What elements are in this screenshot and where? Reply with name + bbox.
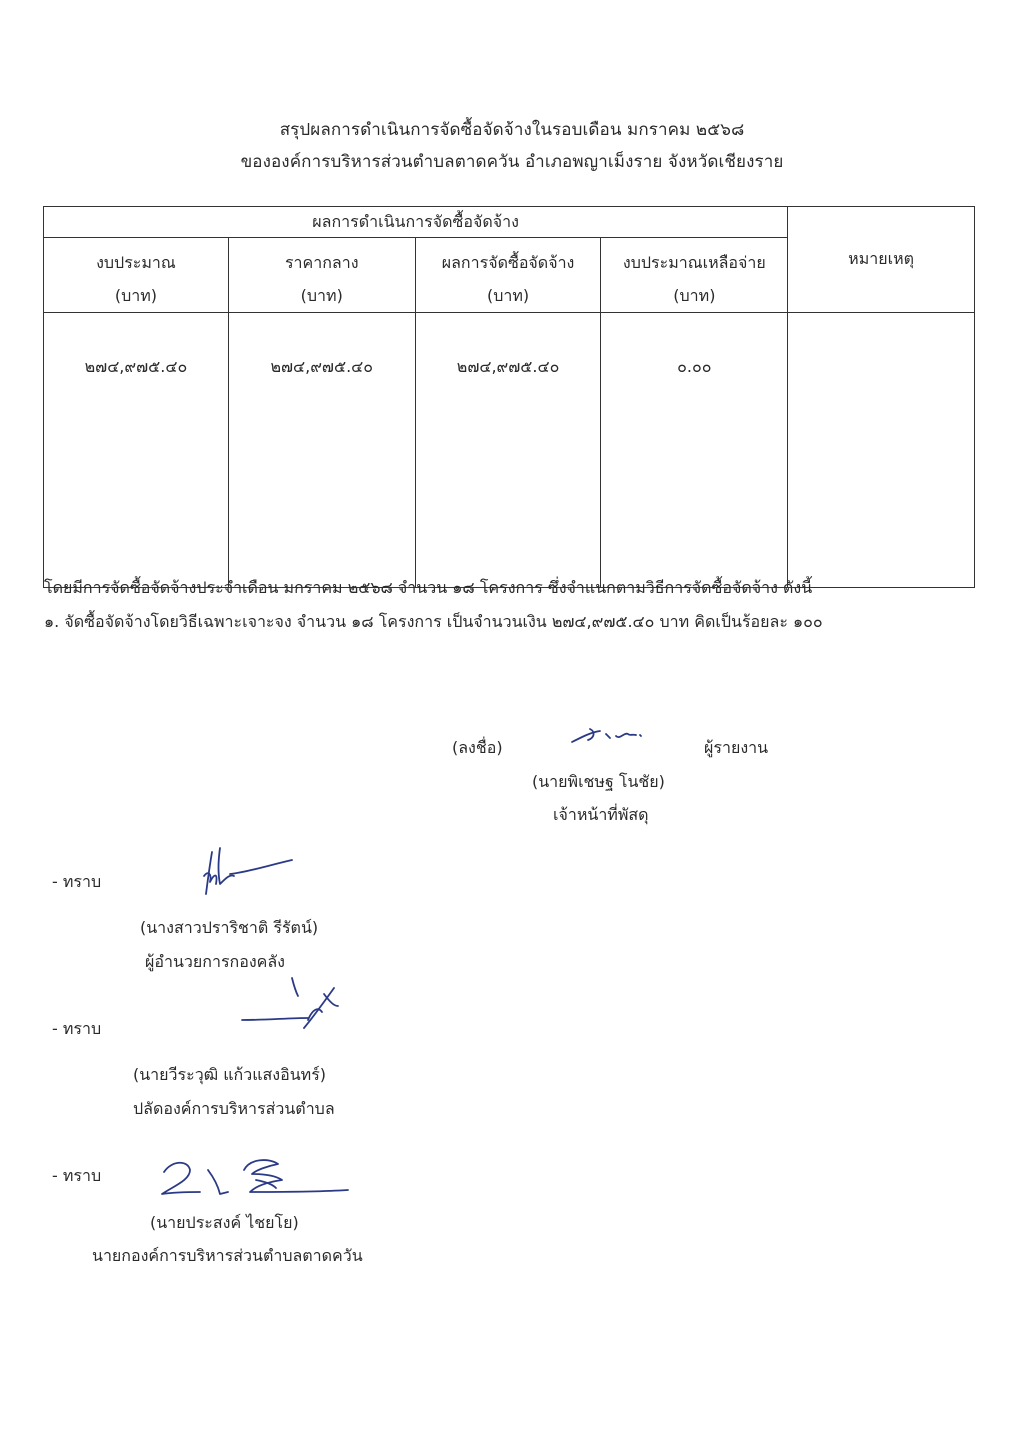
reporter-signature: [566, 722, 646, 752]
chief-administrator-signature: [238, 972, 346, 1036]
group-header: ผลการดำเนินการจัดซื้อจัดจ้าง: [44, 207, 788, 238]
value-budget: ๒๗๔,๙๗๕.๔๐: [44, 313, 229, 588]
summary-line-2: ๑. จัดซื้อจัดจ้างโดยวิธีเฉพาะเจาะจง จำนวน ๑๘ โครงการ เป็นจำนวนเงิน ๒๗๔,๙๗๕.๔๐ บาท คิดเป็นร้อยละ ๑๐๐: [44, 612, 823, 631]
ack-position-3: นายกองค์การบริหารส่วนตำบลตาดควัน: [92, 1246, 363, 1265]
value-remaining-budget: ๐.๐๐: [601, 313, 788, 588]
procurement-summary-table: [43, 206, 975, 588]
ack-label-3: - ทราบ: [52, 1166, 102, 1185]
mayor-signature: [156, 1152, 356, 1202]
value-median-price: ๒๗๔,๙๗๕.๔๐: [228, 313, 415, 588]
ack-name-2: (นายวีระวุฒิ แก้วแสงอินทร์): [133, 1065, 327, 1084]
remark-header: หมายเหตุ: [788, 207, 975, 313]
value-remark: [788, 313, 975, 588]
document-subtitle: ขององค์การบริหารส่วนตำบลตาดควัน อำเภอพญาเม็งราย จังหวัดเชียงราย: [240, 152, 784, 172]
ack-label-2: - ทราบ: [52, 1019, 102, 1038]
column-header-median-price: ราคากลาง (บาท): [228, 238, 415, 313]
ack-position-2: ปลัดองค์การบริหารส่วนตำบล: [133, 1099, 335, 1118]
ack-name-3: (นายประสงค์ ไชยโย): [150, 1213, 299, 1232]
ack-label-1: - ทราบ: [52, 872, 102, 891]
column-header-budget: งบประมาณ (บาท): [44, 238, 229, 313]
ack-name-1: (นางสาวปราริชาติ รีรัตน์): [140, 918, 319, 937]
column-header-remaining-budget: งบประมาณเหลือจ่าย (บาท): [601, 238, 788, 313]
document-title: สรุปผลการดำเนินการจัดซื้อจัดจ้างในรอบเดือน มกราคม ๒๕๖๘: [279, 120, 745, 140]
ack-position-1: ผู้อำนวยการกองคลัง: [145, 952, 285, 971]
reporter-position: เจ้าหน้าที่พัสดุ: [553, 805, 649, 824]
summary-line-1: โดยมีการจัดซื้อจัดจ้างประจำเดือน มกราคม ๒๕๖๘ จำนวน ๑๘ โครงการ ซึ่งจำแนกตามวิธีการจัดซื้อจัดจ้าง ดังนี้: [44, 578, 813, 597]
reporter-name: (นายพิเชษฐ โนชัย): [532, 772, 665, 791]
value-procurement-result: ๒๗๔,๙๗๕.๔๐: [415, 313, 601, 588]
sign-prefix: (ลงชื่อ): [452, 738, 503, 757]
column-header-procurement-result: ผลการจัดซื้อจัดจ้าง (บาท): [415, 238, 601, 313]
reporter-role: ผู้รายงาน: [704, 738, 769, 757]
finance-director-signature: [196, 844, 296, 900]
